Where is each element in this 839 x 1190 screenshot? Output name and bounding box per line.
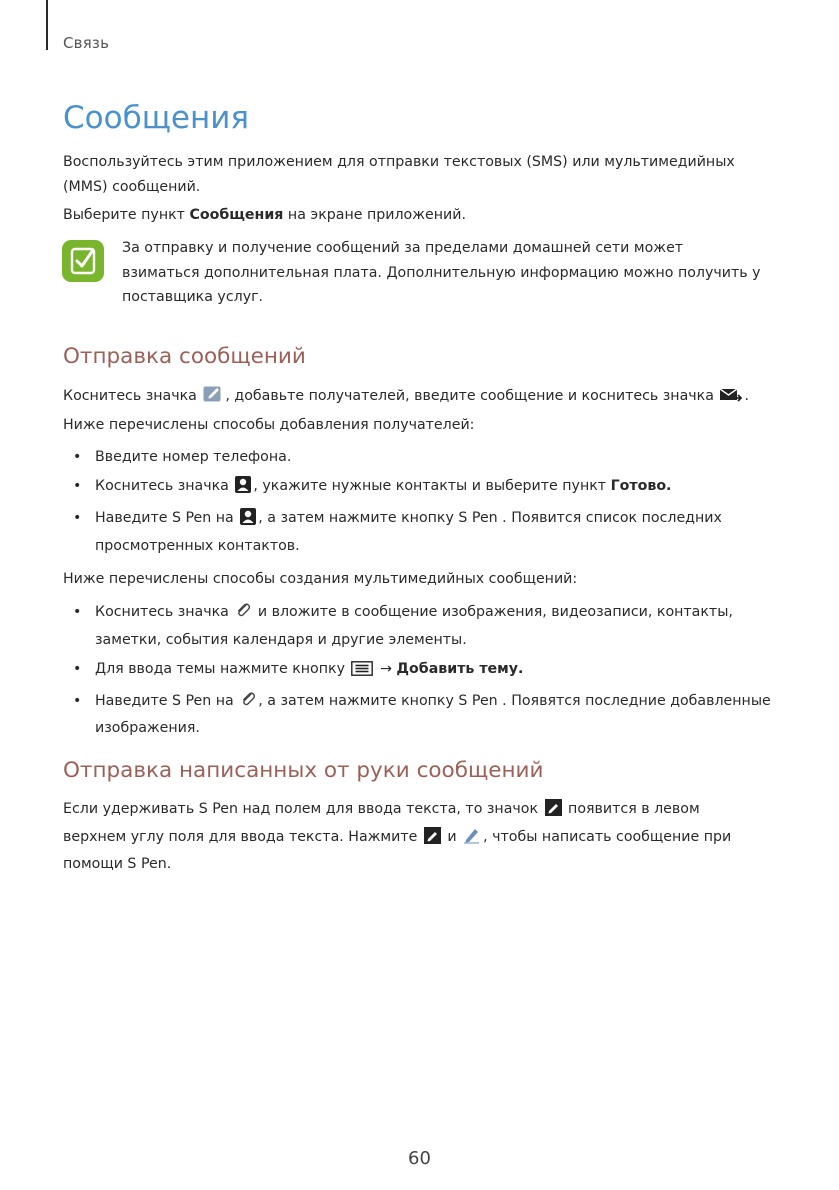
- handwriting-box-icon: [545, 799, 562, 825]
- send-icon: [720, 387, 742, 412]
- page-title: Сообщения: [63, 100, 250, 136]
- send-text-2: , добавьте получателей, введите сообщение и коснитесь значка: [225, 388, 719, 404]
- handwriting-section-heading: Отправка написанных от руки сообщений: [63, 758, 544, 783]
- intro-instruction-tail: на экране приложений.: [283, 207, 466, 223]
- handwriting-text-4: , чтобы написать сообщение при помощи S Pen.: [63, 828, 732, 872]
- recipients-list: [63, 445, 783, 563]
- list-item: [63, 445, 783, 470]
- list-item-text: Коснитесь значка: [95, 478, 234, 494]
- list-item-text: Наведите S Pen на: [95, 692, 239, 709]
- paperclip-icon: [240, 690, 256, 717]
- intro-instruction-text: Выберите пункт: [63, 207, 190, 223]
- page-number: 60: [408, 1148, 431, 1169]
- messages-app-name: Сообщения: [189, 207, 284, 223]
- list-item: [63, 600, 783, 652]
- note-icon: [62, 240, 104, 282]
- list-item-text: , укажите нужные контакты и выберите пункт: [253, 478, 611, 494]
- header-rule: [46, 0, 48, 50]
- list-item-text: , а затем нажмите кнопку S Pen . Появятся последние добавленные изображения.: [95, 692, 771, 736]
- recipients-intro: Ниже перечислены способы добавления получателей:: [63, 417, 475, 433]
- section-label: Связь: [63, 34, 110, 52]
- list-item-text: и вложите в сообщение изображения, видеозаписи, контакты, заметки, события календаря и другие элементы.: [95, 604, 733, 648]
- mms-intro: Ниже перечислены способы создания мультимедийных сообщений:: [63, 571, 578, 587]
- list-item: [63, 474, 783, 502]
- arrow-separator: →: [375, 660, 397, 677]
- handwriting-box-icon: [424, 827, 441, 853]
- list-item-text: Для ввода темы нажмите кнопку: [95, 660, 350, 677]
- done-label: Готово.: [610, 478, 672, 494]
- send-section-heading: Отправка сообщений: [63, 344, 306, 369]
- list-item-text: Коснитесь значка: [95, 604, 234, 620]
- send-instructions: [63, 384, 763, 412]
- pen-icon: [463, 826, 481, 853]
- handwriting-text-1: Если удерживать S Pen над полем для ввода текста, то значок: [63, 801, 543, 817]
- intro-instruction: [63, 203, 763, 228]
- send-text-1: Коснитесь значка: [63, 388, 202, 404]
- list-item: [63, 657, 783, 685]
- menu-icon: [351, 660, 373, 685]
- contacts-icon: [240, 508, 256, 534]
- compose-icon: [203, 385, 223, 412]
- list-item-text: Наведите S Pen на: [95, 510, 239, 526]
- mms-list: [63, 600, 783, 745]
- list-item-text: Введите номер телефона.: [95, 449, 292, 465]
- intro-line: Воспользуйтесь этим приложением для отправки текстовых (SMS) или мультимедийных (MMS) сообщений.: [63, 154, 735, 195]
- list-item: [63, 506, 783, 558]
- send-text-3: .: [744, 388, 749, 404]
- handwriting-paragraph: [63, 797, 763, 877]
- list-item-text: , а затем нажмите кнопку S Pen . Появится список последних просмотренных контактов.: [95, 510, 722, 554]
- handwriting-text-2: появится в левом верхнем углу поля для ввода текста. Нажмите: [63, 801, 700, 845]
- paperclip-icon: [235, 601, 251, 628]
- note-text: За отправку и получение сообщений за пределами домашней сети может взиматься дополнительная плата. Дополнительную информацию можно получить у поставщика услуг.: [122, 240, 761, 305]
- list-item: [63, 689, 783, 741]
- add-subject-label: Добавить тему.: [396, 660, 524, 677]
- intro-paragraph: [63, 150, 763, 199]
- contacts-icon: [235, 476, 251, 502]
- handwriting-text-3: и: [442, 828, 462, 845]
